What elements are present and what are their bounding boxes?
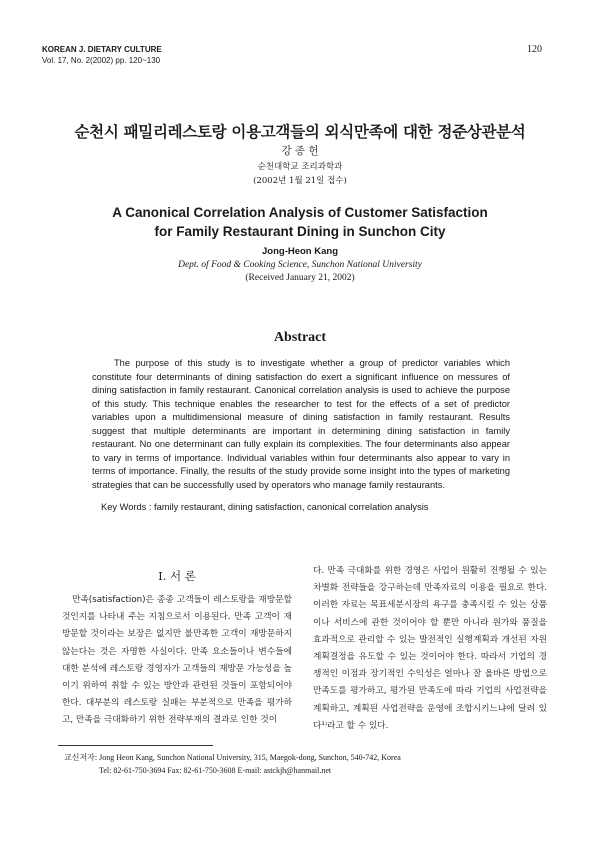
korean-title: 순천시 패밀리레스토랑 이용고객들의 외식만족에 대한 정준상관분석 — [74, 123, 526, 141]
intro-right-column: 다. 만족 극대화를 위한 경영은 사업이 원활히 진행될 수 있는 차별화 전략들을 강구하는데 만족자료의 이용을 필요로 한다. 이러한 자료는 목표세분시장의 욕구를 충족시킬 수 있는 상품이나 서비스에 관한 것이어야 할 뿐만 아니라 원가와 품질을 효과적으로 관리할 수 있는 발전적인 실행계획과 개선된 자원계획결정을 유도할 수 있는 것이어야 한다. 따라서 기업의 경쟁적인 이점과 장기적인 수익성은 얼마나 잘 올바른 방법으로 만족도를 평가하고, 평가된 만족도에 따라 기업의 사업전략을 계획하고, 계획된 사업전략을 운영에 조합시키느냐에 달려 있다¹⁾라고 할 수 있다. — [313, 566, 547, 731]
english-affiliation: Dept. of Food & Cooking Science, Sunchon National University — [178, 260, 422, 270]
journal-volume: Vol. 17, No. 2(2002) pp. 120~130 — [42, 56, 161, 65]
english-title-line2: for Family Restaurant Dining in Sunchon City — [154, 224, 446, 239]
footnote-line2: Tel: 82-61-750-3694 Fax: 82-61-750-3608 E-mail: astckjh@hanmail.net — [99, 766, 332, 775]
korean-author: 강 종 헌 — [281, 145, 319, 157]
corresponding-author-footnote — [64, 751, 401, 777]
footnote-rule — [58, 745, 213, 746]
keywords-label: Key Words : — [101, 502, 155, 512]
keywords-list: family restaurant, dining satisfaction, canonical correlation analysis — [154, 502, 429, 512]
abstract-heading: Abstract — [273, 330, 327, 345]
keywords-line — [101, 502, 521, 512]
korean-received-date: (2002년 1월 21일 접수) — [253, 176, 347, 186]
journal-name: KOREAN J. DIETARY CULTURE — [42, 45, 162, 54]
footnote-line1: 교신저자: Jong Heon Kang, Sunchon National University, 315, Maegok-dong, Sunchon, 540-742, Korea — [64, 753, 401, 762]
english-title-line1: A Canonical Correlation Analysis of Customer Satisfaction — [112, 205, 488, 220]
intro-left-column: 만족(satisfaction)은 종종 고객들이 레스토랑을 재방문할 것인지를 나타내 주는 지침으로서 이용된다. 만족 고객이 재방문할 것이라는 보장은 없지만 불만족한 고객이 재방문하지 않는다는 것은 자명한 사실이다. 만족 요소들이나 변수들에 대한 분석에 레스토랑 경영자가 고객들의 재방문 가능성을 높이기 위하여 취할 수 있는 방안과 관련된 것들이 포함되어야 한다. 대부분의 레스토랑 실패는 부분적으로 만족을 평가하고, 만족을 극대화하기 위한 전략부재의 결과로 인한 것이 — [62, 595, 292, 726]
english-title — [0, 203, 600, 241]
page-number: 120 — [527, 44, 542, 55]
korean-affiliation: 순천대학교 조리과학과 — [257, 162, 343, 172]
english-received-date: (Received January 21, 2002) — [245, 273, 355, 283]
journal-header — [42, 44, 162, 66]
abstract-body: The purpose of this study is to investigate whether a group of predictor variables which constitute four determinants of dining satisfaction do exert a significant influence on messures of dining satisfaction in family restaurant. Canonical correlation analysis is used to achieve the purpose of this study. This technique enables the researcher to test for the effects of a set of predictor variables upon a multidimensional measure of dining satisfaction in family restaurant. Results suggest that multiple determinants are important in determining dining satisfaction in family restaurant. No one determinant can fully explain its complexities. The four determinants also appear to vary in terms of importance. Individual variables within four determinants also appear to vary in terms of importance. Finally, the results of the study provide some insight into the types of marketing strategies that can be successfully used by operators who manage family restaurants. — [92, 358, 510, 490]
section-heading-introduction: I. 서 론 — [158, 569, 196, 583]
english-author: Jong-Heon Kang — [262, 246, 338, 257]
